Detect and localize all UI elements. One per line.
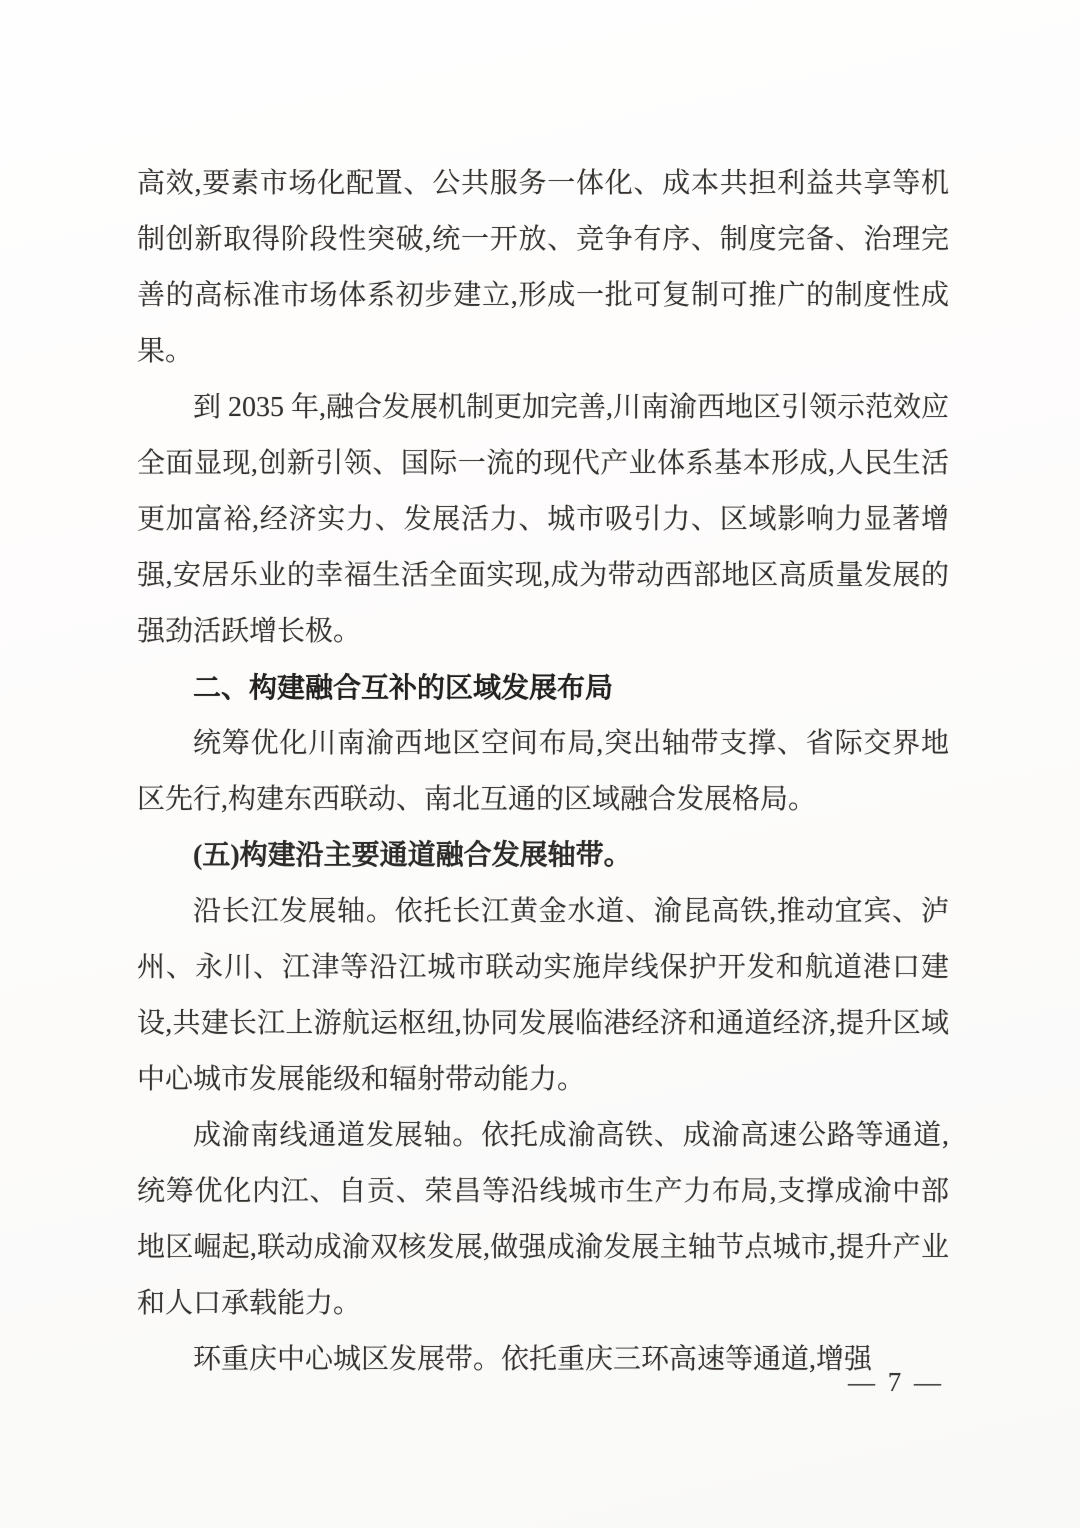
document-body	[137, 156, 949, 1388]
paragraph-continuation: 高效,要素市场化配置、公共服务一体化、成本共担利益共享等机制创新取得阶段性突破,统一开放、竞争有序、制度完备、治理完善的高标准市场体系初步建立,形成一批可复制可推广的制度性成果。	[137, 168, 949, 367]
subsection-heading: (五)构建沿主要通道融合发展轴带。	[193, 840, 632, 871]
paragraph: 沿长江发展轴。依托长江黄金水道、渝昆高铁,推动宜宾、泸州、永川、江津等沿江城市联动实施岸线保护开发和航道港口建设,共建长江上游航运枢纽,协同发展临港经济和通道经济,提升区域中心城市发展能级和辐射带动能力。	[137, 896, 949, 1095]
paragraph: 统筹优化川南渝西地区空间布局,突出轴带支撑、省际交界地区先行,构建东西联动、南北互通的区域融合发展格局。	[137, 728, 949, 815]
paragraph: 到 2035 年,融合发展机制更加完善,川南渝西地区引领示范效应全面显现,创新引领、国际一流的现代产业体系基本形成,人民生活更加富裕,经济实力、发展活力、城市吸引力、区域影响力显著增强,安居乐业的幸福生活全面实现,成为带动西部地区高质量发展的强劲活跃增长极。	[137, 392, 950, 647]
section-heading: 二、构建融合互补的区域发展布局	[193, 672, 614, 703]
page-number: — 7 —	[848, 1367, 944, 1397]
paragraph-clipped-at-page-end: 环重庆中心城区发展带。依托重庆三环高速等通道,增强	[193, 1344, 873, 1375]
paragraph: 成渝南线通道发展轴。依托成渝高铁、成渝高速公路等通道,统筹优化内江、自贡、荣昌等沿线城市生产力布局,支撑成渝中部地区崛起,联动成渝双核发展,做强成渝发展主轴节点城市,提升产业和人口承载能力。	[137, 1120, 949, 1319]
